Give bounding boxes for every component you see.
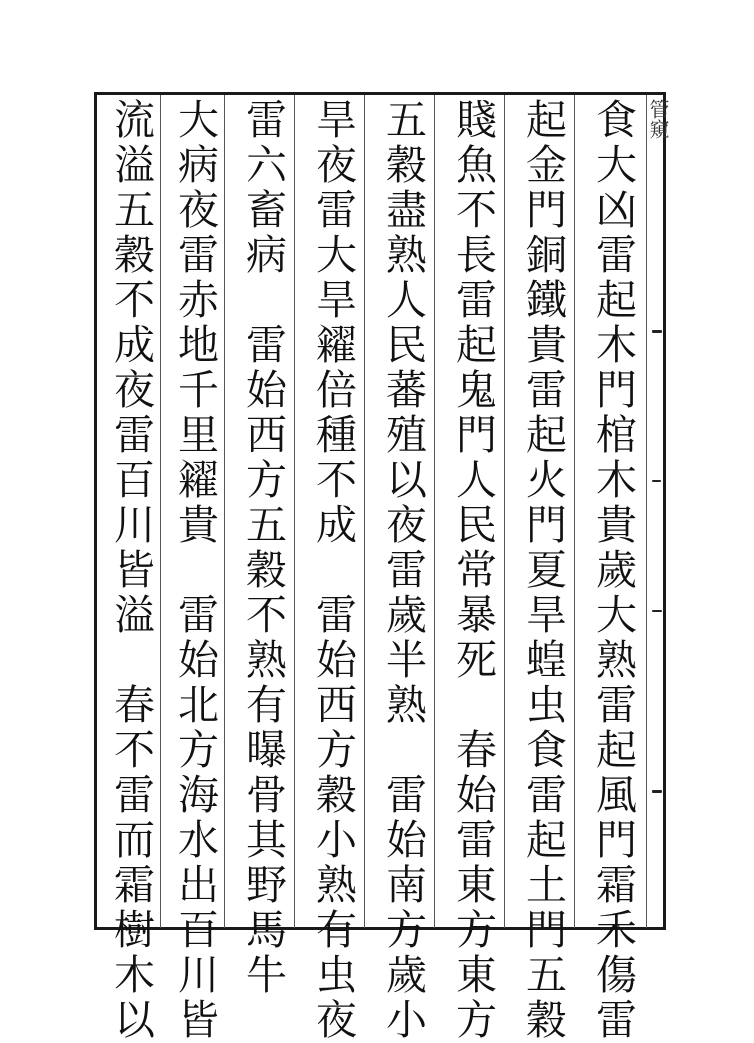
column-text: 旱夜雷大旱糴倍種不成 雷始西方穀小熟有虫夜	[309, 98, 357, 1043]
column-rule	[504, 95, 505, 928]
margin-note: 管窺	[646, 99, 670, 139]
text-column-8	[102, 98, 160, 1043]
column-text: 賤魚不長雷起鬼門人民常暴死 春始雷東方東方	[449, 98, 497, 1043]
margin-mark	[652, 480, 661, 482]
column-rule	[224, 95, 225, 928]
margin-mark	[652, 610, 662, 612]
text-column-5	[304, 98, 362, 1043]
text-column-6	[234, 98, 292, 998]
column-text: 起金門銅鐵貴雷起火門夏旱蝗虫食雷起土門五穀	[519, 98, 567, 1043]
text-column-1	[584, 98, 642, 1043]
margin-mark	[652, 790, 662, 793]
margin-strip	[646, 95, 670, 928]
column-rule	[364, 95, 365, 928]
column-text: 食大凶雷起木門棺木貴歲大熟雷起風門霜禾傷雷	[589, 98, 637, 1043]
column-rule	[294, 95, 295, 928]
column-rule	[434, 95, 435, 928]
column-rule	[160, 95, 161, 928]
text-column-2	[514, 98, 572, 1043]
text-column-3	[444, 98, 502, 1043]
column-rule	[574, 95, 575, 928]
column-text: 五穀盡熟人民蕃殖以夜雷歲半熟 雷始南方歲小	[379, 98, 427, 1043]
column-text: 流溢五穀不成夜雷百川皆溢 春不雷而霜樹木以	[107, 98, 155, 1043]
margin-mark	[652, 330, 662, 333]
text-column-7	[166, 98, 224, 1043]
column-text: 雷六畜病 雷始西方五穀不熟有曝骨其野馬牛	[239, 98, 287, 998]
column-text: 大病夜雷赤地千里糴貴 雷始北方海水出百川皆	[171, 98, 219, 1043]
text-column-4	[374, 98, 432, 1043]
